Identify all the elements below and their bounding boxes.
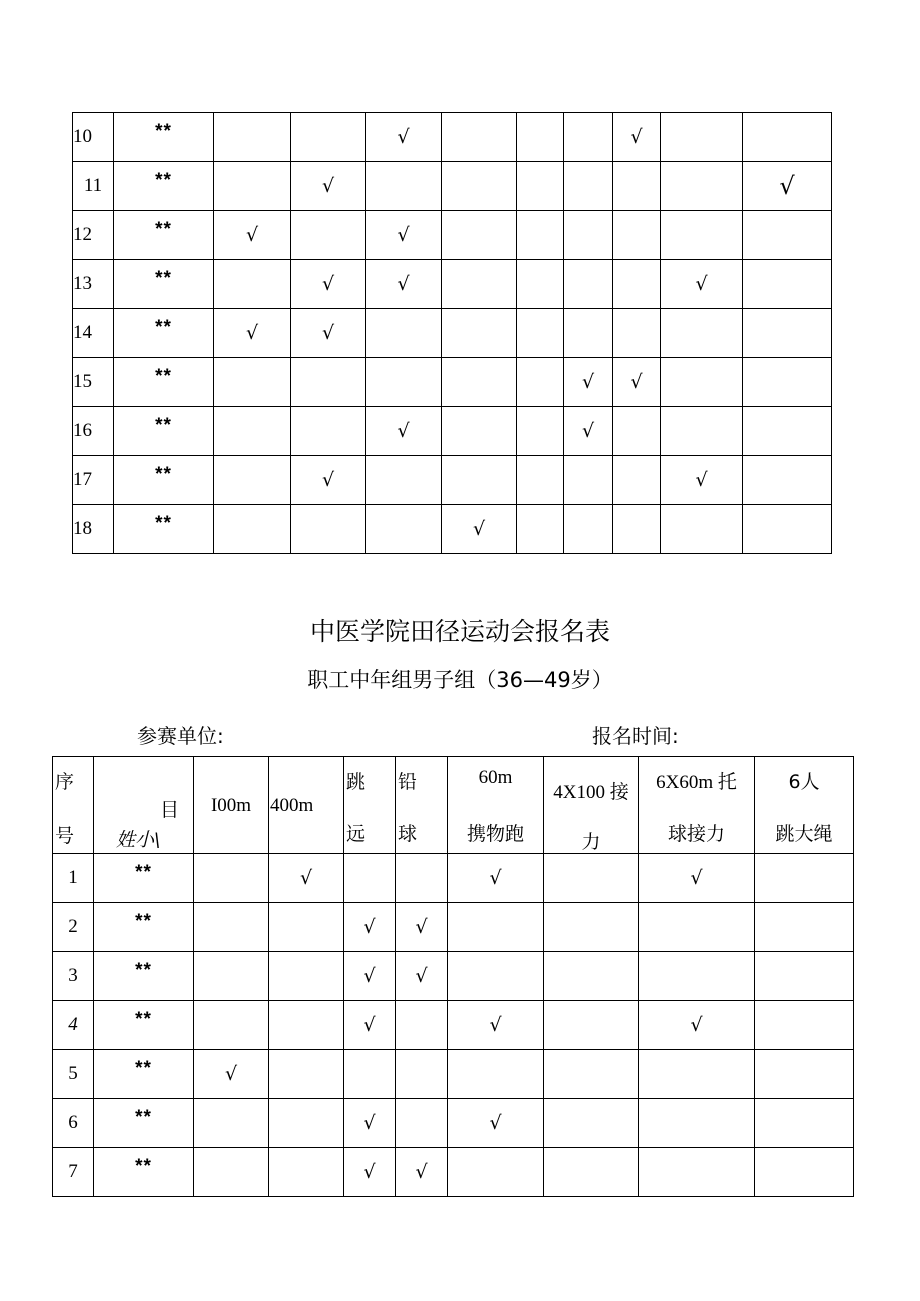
event-check-cell [442,407,517,456]
event-check-cell: √ [366,113,442,162]
row-number: 4 [53,1001,94,1050]
header-relay-6x60-line1: 6X60m 托 [656,772,737,793]
row-number: 17 [73,456,114,505]
event-check-cell: √ [613,113,661,162]
event-check-cell: √ [344,1001,396,1050]
event-check-cell: √ [639,854,755,903]
event-check-cell [544,1001,639,1050]
event-check-cell: √ [396,903,448,952]
table-row [73,456,832,505]
header-relay-6x60-line2: 球接力 [667,823,725,845]
table-row [73,309,832,358]
registration-table-continued [72,112,832,554]
event-check-cell [396,1050,448,1099]
event-check-cell [517,407,564,456]
event-check-cell: √ [366,260,442,309]
header-shot-put-line2: 球 [398,823,418,845]
event-check-cell [564,211,613,260]
event-check-cell: √ [442,505,517,554]
event-check-cell [613,211,661,260]
event-check-cell [743,505,832,554]
event-check-cell [613,309,661,358]
event-check-cell [564,505,613,554]
unit-label: 参赛单位: [137,724,224,748]
table-row [53,952,854,1001]
event-check-cell [544,854,639,903]
participant-name [94,1099,194,1148]
event-check-cell: √ [214,309,291,358]
event-check-cell [269,1099,344,1148]
event-check-cell [517,260,564,309]
participant-name-text: ** [135,1058,152,1079]
event-check-cell [743,309,832,358]
table-row [73,162,832,211]
header-rope-skipping-line2: 跳大绳 [775,823,833,845]
event-check-cell [755,1148,854,1197]
event-check-cell [448,903,544,952]
event-check-cell [755,903,854,952]
participant-name-text: ** [155,513,172,534]
event-check-cell: √ [269,854,344,903]
time-label: 报名时间: [592,724,679,748]
event-check-cell [661,505,743,554]
row-number: 15 [73,358,114,407]
event-check-cell [639,952,755,1001]
event-check-cell [194,1099,269,1148]
participant-name [94,854,194,903]
event-check-cell [448,1148,544,1197]
event-check-cell [564,309,613,358]
event-check-cell: √ [291,309,366,358]
table-row [73,113,832,162]
event-check-cell [661,162,743,211]
event-check-cell [517,113,564,162]
participant-name-text: ** [155,121,172,142]
event-check-cell [448,952,544,1001]
row-number: 14 [73,309,114,358]
event-check-cell [517,309,564,358]
event-check-cell [517,456,564,505]
participant-name [94,1001,194,1050]
header-400m-label: 400m [270,795,314,816]
event-check-cell: √ [564,407,613,456]
participant-name-text: ** [155,268,172,289]
event-check-cell [269,1001,344,1050]
event-check-cell: √ [344,952,396,1001]
event-check-cell [442,260,517,309]
event-check-cell: √ [564,358,613,407]
event-check-cell: √ [344,903,396,952]
event-check-cell [291,407,366,456]
row-number: 5 [53,1050,94,1099]
event-check-cell [613,260,661,309]
event-check-cell [661,407,743,456]
header-seq-line1: 序 [55,771,75,793]
event-check-cell [366,309,442,358]
participant-name-text: ** [135,1156,152,1177]
event-check-cell [396,1099,448,1148]
event-check-cell [442,211,517,260]
event-check-cell [396,854,448,903]
header-relay-4x100 [544,757,639,854]
event-check-cell [544,1099,639,1148]
event-check-cell [564,162,613,211]
event-check-cell [639,903,755,952]
event-check-cell [269,1050,344,1099]
row-number: 3 [53,952,94,1001]
event-check-cell [366,358,442,407]
header-name-label: 姓小\ [116,829,161,851]
event-check-cell [755,854,854,903]
event-check-cell [517,211,564,260]
header-seq [53,757,94,854]
event-check-cell: √ [613,358,661,407]
participant-name-text: ** [155,317,172,338]
table-row [73,358,832,407]
form-title: 中医学院田径运动会报名表 [309,617,610,646]
event-check-cell [291,113,366,162]
header-shot-put [396,757,448,854]
event-check-cell [743,407,832,456]
event-check-cell: √ [448,1099,544,1148]
event-check-cell [661,309,743,358]
event-check-cell [442,162,517,211]
event-check-cell [448,1050,544,1099]
event-check-cell [366,505,442,554]
event-check-cell [613,505,661,554]
row-number: 11 [73,162,114,211]
header-long-jump [344,757,396,854]
event-check-cell: √ [661,260,743,309]
participant-name [114,358,214,407]
row-number: 7 [53,1148,94,1197]
event-check-cell [442,309,517,358]
table-row [73,211,832,260]
table-row [53,1050,854,1099]
event-check-cell: √ [214,211,291,260]
event-check-cell [639,1148,755,1197]
header-long-jump-line2: 远 [346,823,366,845]
participant-name [94,952,194,1001]
event-check-cell [194,952,269,1001]
event-check-cell [755,1099,854,1148]
participant-name-text: ** [135,862,152,883]
event-check-cell [639,1099,755,1148]
event-check-cell [743,113,832,162]
event-check-cell [344,1050,396,1099]
row-number: 10 [73,113,114,162]
event-check-cell: √ [448,1001,544,1050]
header-rope-skipping [755,757,854,854]
event-check-cell [564,456,613,505]
participant-name-text: ** [135,1107,152,1128]
event-check-cell [214,162,291,211]
row-number: 2 [53,903,94,952]
header-long-jump-line1: 跳 [346,771,366,793]
event-check-cell [194,1001,269,1050]
event-check-cell [214,505,291,554]
table-row [73,505,832,554]
event-check-cell [269,903,344,952]
event-check-cell: √ [291,260,366,309]
event-check-cell [214,260,291,309]
header-name-diagonal [94,757,194,854]
event-check-cell [613,162,661,211]
participant-name-text: ** [135,960,152,981]
participant-name-text: ** [155,366,172,387]
participant-name [114,211,214,260]
table-header-row [53,757,854,854]
row-number: 12 [73,211,114,260]
event-check-cell: √ [396,1148,448,1197]
event-check-cell: √ [344,1148,396,1197]
event-check-cell [517,358,564,407]
event-check-cell [442,113,517,162]
table-row [53,1001,854,1050]
event-check-cell [269,952,344,1001]
header-relay-4x100-line2: 力 [581,831,601,853]
event-check-cell [194,903,269,952]
event-check-cell [214,407,291,456]
form-subtitle: 职工中年组男子组（36—49岁） [307,668,613,692]
row-number: 6 [53,1099,94,1148]
table-row [73,407,832,456]
participant-name [114,505,214,554]
header-relay-6x60 [639,757,755,854]
event-check-cell [613,456,661,505]
participant-name [114,162,214,211]
participant-name-text: ** [155,415,172,436]
registration-table [52,756,854,1197]
row-number: 16 [73,407,114,456]
event-check-cell [743,260,832,309]
event-check-cell [366,162,442,211]
event-check-cell: √ [396,952,448,1001]
event-check-cell [291,358,366,407]
event-check-cell [755,1001,854,1050]
event-check-cell [661,211,743,260]
participant-name [94,1050,194,1099]
event-check-cell: √ [366,211,442,260]
event-check-cell [564,113,613,162]
event-check-cell [755,952,854,1001]
header-relay-4x100-line1: 4X100 接 [553,782,629,803]
event-check-cell [214,358,291,407]
header-shot-put-line1: 铅 [398,771,418,793]
event-check-cell: √ [639,1001,755,1050]
header-100m [194,757,269,854]
participant-name [114,407,214,456]
header-seq-line2: 号 [55,825,75,847]
event-check-cell [755,1050,854,1099]
participant-name-text: ** [135,911,152,932]
row-number: 1 [53,854,94,903]
event-check-cell [442,358,517,407]
header-carry-run-line2: 携物跑 [466,823,524,845]
event-check-cell: √ [291,456,366,505]
event-check-cell: √ [344,1099,396,1148]
table-row [73,260,832,309]
participant-name [114,113,214,162]
participant-name [94,1148,194,1197]
event-check-cell [517,162,564,211]
header-400m [269,757,344,854]
table-row [53,1099,854,1148]
event-check-cell [743,456,832,505]
participant-name [114,309,214,358]
participant-name-text: ** [155,219,172,240]
participant-name-text: ** [155,170,172,191]
event-check-cell [661,358,743,407]
header-carry-run [448,757,544,854]
participant-name [94,903,194,952]
event-check-cell: √ [448,854,544,903]
table-row [53,1148,854,1197]
event-check-cell [291,505,366,554]
event-check-cell: √ [743,162,832,211]
event-check-cell [214,456,291,505]
participant-name-text: ** [155,464,172,485]
event-check-cell [194,854,269,903]
event-check-cell [743,211,832,260]
header-project-label: 目 [159,799,179,821]
event-check-cell [544,903,639,952]
event-check-cell: √ [291,162,366,211]
header-carry-run-line1: 60m [478,767,513,788]
event-check-cell [269,1148,344,1197]
table-row [53,854,854,903]
participant-name [114,456,214,505]
event-check-cell: √ [661,456,743,505]
event-check-cell [214,113,291,162]
event-check-cell [442,456,517,505]
event-check-cell [661,113,743,162]
event-check-cell [396,1001,448,1050]
event-check-cell [564,260,613,309]
event-check-cell [544,1050,639,1099]
event-check-cell [291,211,366,260]
participant-name [114,260,214,309]
header-100m-label: I00m [210,795,252,816]
event-check-cell [194,1148,269,1197]
row-number: 18 [73,505,114,554]
participant-name-text: ** [135,1009,152,1030]
event-check-cell [613,407,661,456]
event-check-cell: √ [194,1050,269,1099]
row-number: 13 [73,260,114,309]
event-check-cell [544,952,639,1001]
event-check-cell [544,1148,639,1197]
header-rope-skipping-line1: 6人 [788,771,820,793]
table-row [53,903,854,952]
event-check-cell [639,1050,755,1099]
event-check-cell [344,854,396,903]
event-check-cell [743,358,832,407]
event-check-cell [517,505,564,554]
event-check-cell: √ [366,407,442,456]
event-check-cell [366,456,442,505]
